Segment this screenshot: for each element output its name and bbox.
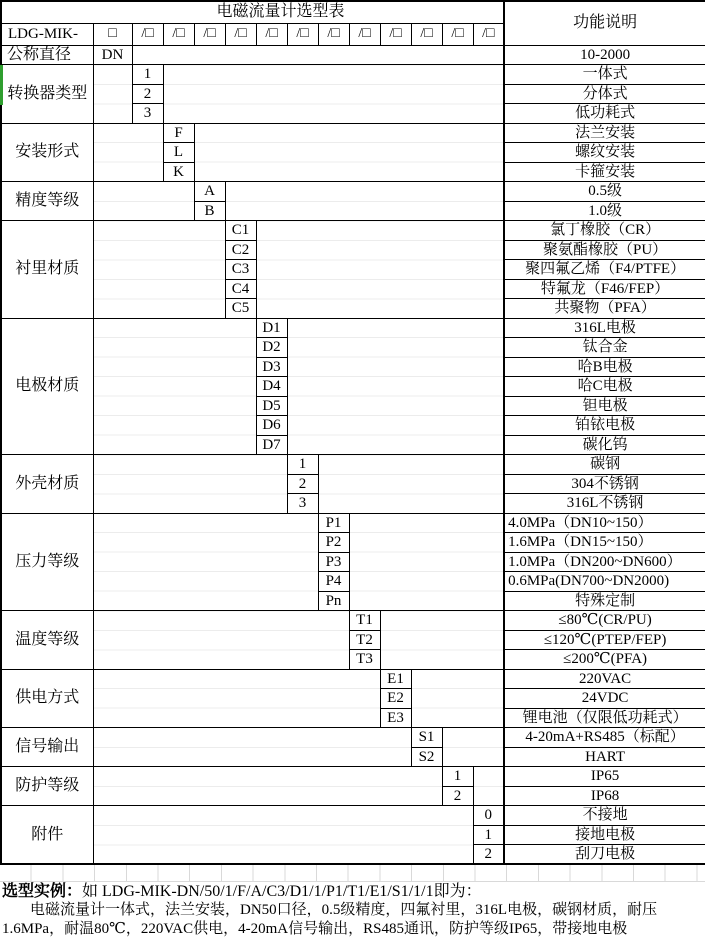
- section-label: 压力等级: [1, 513, 93, 611]
- option-code: C2: [225, 240, 256, 260]
- option-description: 1.6MPa（DN15~150）: [504, 533, 705, 553]
- empty-region: [287, 318, 504, 455]
- function-column-header: 功能说明: [504, 1, 705, 45]
- option-description: IP68: [504, 786, 705, 806]
- example-model-string: 如 LDG-MIK-DN/50/1/F/A/C3/D1/1/P1/T1/E1/S1/1/1即为：: [82, 883, 482, 900]
- option-description: 法兰安装: [504, 123, 705, 143]
- model-slash-box-slot: /□: [287, 23, 318, 45]
- option-description: 螺纹安装: [504, 143, 705, 163]
- option-code: T1: [349, 611, 380, 631]
- option-code: D7: [256, 435, 287, 455]
- option-description: 哈B电极: [504, 357, 705, 377]
- option-code: D5: [256, 396, 287, 416]
- model-slash-box-slot: /□: [318, 23, 349, 45]
- option-code: 0: [473, 806, 504, 826]
- section-label: 转换器类型: [1, 65, 93, 124]
- dn-description: 10-2000: [504, 45, 705, 65]
- option-description: 0.6MPa(DN700~DN2000): [504, 572, 705, 592]
- model-prefix: LDG-MIK-: [1, 23, 93, 45]
- model-slash-box-slot: /□: [194, 23, 225, 45]
- option-description: 氯丁橡胶（CR）: [504, 221, 705, 241]
- option-code: 1: [287, 455, 318, 475]
- empty-region: [93, 318, 256, 455]
- option-description: 0.5级: [504, 182, 705, 202]
- option-description: 钛合金: [504, 338, 705, 358]
- option-code: 2: [473, 845, 504, 865]
- option-description: 共聚物（PFA）: [504, 299, 705, 319]
- empty-region: [93, 806, 473, 865]
- example-line-3: 1.6MPa，耐温80℃，220VAC供电，4-20mA信号输出，RS485通讯，防护等级IP65，带接地电极: [2, 921, 628, 937]
- option-code: 2: [287, 474, 318, 494]
- model-slash-box-slot: /□: [256, 23, 287, 45]
- empty-region: [93, 669, 380, 728]
- option-description: ≤120℃(PTEP/FEP): [504, 630, 705, 650]
- option-code: 1: [132, 65, 163, 85]
- empty-region: [132, 45, 504, 65]
- dn-label: 公称直径: [1, 45, 93, 65]
- model-slash-box-slot: /□: [442, 23, 473, 45]
- option-code: C5: [225, 299, 256, 319]
- empty-region: [93, 767, 442, 806]
- model-box-slot: □: [93, 23, 132, 45]
- option-description: IP65: [504, 767, 705, 787]
- empty-region: [225, 182, 504, 221]
- option-code: D4: [256, 377, 287, 397]
- option-code: F: [163, 123, 194, 143]
- option-description: 低功耗式: [504, 104, 705, 124]
- option-code: E1: [380, 669, 411, 689]
- empty-region: [93, 611, 349, 670]
- section-label: 安装形式: [1, 123, 93, 182]
- empty-region: [256, 221, 504, 319]
- model-slash-box-slot: /□: [225, 23, 256, 45]
- model-slash-box-slot: /□: [132, 23, 163, 45]
- option-code: T2: [349, 630, 380, 650]
- option-code: P2: [318, 533, 349, 553]
- option-code: P3: [318, 552, 349, 572]
- section-label: 外壳材质: [1, 455, 93, 514]
- option-description: 卡箍安装: [504, 162, 705, 182]
- empty-region: [473, 767, 504, 806]
- model-slash-box-slot: /□: [163, 23, 194, 45]
- option-code: 3: [287, 494, 318, 514]
- option-description: HART: [504, 747, 705, 767]
- empty-region: [411, 669, 504, 728]
- option-code: D1: [256, 318, 287, 338]
- option-description: 220VAC: [504, 669, 705, 689]
- empty-region: [442, 728, 504, 767]
- empty-region: [93, 182, 194, 221]
- option-code: C3: [225, 260, 256, 280]
- empty-region: [163, 65, 504, 124]
- empty-region: [93, 221, 225, 319]
- option-code: P1: [318, 513, 349, 533]
- option-code: K: [163, 162, 194, 182]
- option-description: 一体式: [504, 65, 705, 85]
- option-code: L: [163, 143, 194, 163]
- option-code: D3: [256, 357, 287, 377]
- section-label: 精度等级: [1, 182, 93, 221]
- option-description: 1.0级: [504, 201, 705, 221]
- option-description: 哈C电极: [504, 377, 705, 397]
- empty-region: [380, 611, 504, 670]
- selection-marker: [0, 65, 3, 105]
- section-label: 防护等级: [1, 767, 93, 806]
- option-code: T3: [349, 650, 380, 670]
- section-label: 温度等级: [1, 611, 93, 670]
- empty-region: [194, 123, 504, 182]
- model-slash-box-slot: /□: [473, 23, 504, 45]
- option-description: 不接地: [504, 806, 705, 826]
- option-code: E2: [380, 689, 411, 709]
- option-code: S2: [411, 747, 442, 767]
- dn-code: DN: [93, 45, 132, 65]
- option-description: ≤80℃(CR/PU): [504, 611, 705, 631]
- section-label: 信号输出: [1, 728, 93, 767]
- option-code: 2: [132, 84, 163, 104]
- option-description: 分体式: [504, 84, 705, 104]
- option-description: 24VDC: [504, 689, 705, 709]
- option-description: 特殊定制: [504, 591, 705, 611]
- table-title: 电磁流量计选型表: [1, 1, 504, 23]
- option-description: 接地电极: [504, 825, 705, 845]
- option-description: 316L不锈钢: [504, 494, 705, 514]
- option-code: 3: [132, 104, 163, 124]
- option-code: B: [194, 201, 225, 221]
- option-code: E3: [380, 708, 411, 728]
- example-line-1: [2, 882, 705, 901]
- option-description: 碳化钨: [504, 435, 705, 455]
- option-description: 刮刀电极: [504, 845, 705, 865]
- option-description: 聚氨酯橡胶（PU）: [504, 240, 705, 260]
- empty-region: [93, 65, 132, 124]
- example-heading: 选型实例：: [2, 883, 83, 900]
- selection-example: [0, 882, 705, 938]
- option-description: 4-20mA+RS485（标配）: [504, 728, 705, 748]
- empty-region: [93, 728, 411, 767]
- option-code: P4: [318, 572, 349, 592]
- option-description: 聚四氟乙烯（F4/PTFE）: [504, 260, 705, 280]
- option-description: ≤200℃(PFA): [504, 650, 705, 670]
- empty-region: [93, 513, 318, 611]
- option-code: 1: [473, 825, 504, 845]
- option-description: 4.0MPa（DN10~150）: [504, 513, 705, 533]
- option-description: 锂电池（仅限低功耗式）: [504, 708, 705, 728]
- option-code: 2: [442, 786, 473, 806]
- option-description: 钽电极: [504, 396, 705, 416]
- option-code: S1: [411, 728, 442, 748]
- model-slash-box-slot: /□: [411, 23, 442, 45]
- section-label: 供电方式: [1, 669, 93, 728]
- option-code: 1: [442, 767, 473, 787]
- option-code: D2: [256, 338, 287, 358]
- option-description: 316L电极: [504, 318, 705, 338]
- empty-region: [318, 455, 504, 514]
- option-description: 碳钢: [504, 455, 705, 475]
- option-description: 铂铱电极: [504, 416, 705, 436]
- model-slash-box-slot: /□: [380, 23, 411, 45]
- empty-region: [93, 455, 287, 514]
- section-label: 电极材质: [1, 318, 93, 455]
- spreadsheet-grid-band: [0, 865, 705, 882]
- section-label: 衬里材质: [1, 221, 93, 319]
- option-description: 304不锈钢: [504, 474, 705, 494]
- option-code: Pn: [318, 591, 349, 611]
- option-code: A: [194, 182, 225, 202]
- option-code: D6: [256, 416, 287, 436]
- example-line-2: 电磁流量计一体式，法兰安装，DN50口径，0.5级精度，四氟衬里，316L电极，碳钢材质，耐压: [30, 902, 658, 918]
- empty-region: [93, 123, 163, 182]
- model-slash-box-slot: /□: [349, 23, 380, 45]
- option-code: C1: [225, 221, 256, 241]
- option-description: 特氟龙（F46/FEP）: [504, 279, 705, 299]
- section-label: 附件: [1, 806, 93, 865]
- option-description: 1.0MPa（DN200~DN600）: [504, 552, 705, 572]
- empty-region: [349, 513, 504, 611]
- option-code: C4: [225, 279, 256, 299]
